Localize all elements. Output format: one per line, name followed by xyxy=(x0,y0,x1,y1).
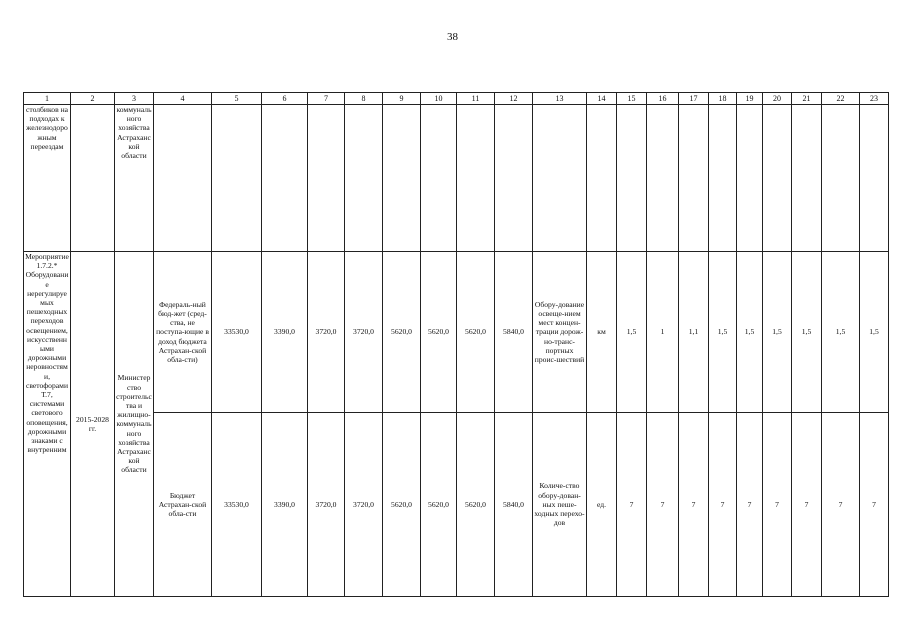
page-number: 38 xyxy=(447,31,458,43)
target-cell: 1 xyxy=(647,252,679,413)
empty-cell xyxy=(792,105,822,252)
target-cell: 7 xyxy=(737,413,763,597)
table-row xyxy=(24,105,889,252)
measure-description-text: Мероприятие 1.7.2.* Оборудование нерегулируемых пешеходных переходов освещением, искусственными дорожными неровностями, светофорами Т.7, системами светового оповещения, дорожными знаками с внутренним xyxy=(25,252,69,455)
value-cell: 3720,0 xyxy=(308,413,345,597)
funding-source-cell: Федераль-ный бюд-жет (сред-ства, не поступа-ющие в доход бюджета Астрахан-ской обла-сти) xyxy=(154,252,212,413)
value-cell: 3720,0 xyxy=(345,413,383,597)
period-cell: 2015-2028 гг. xyxy=(71,252,115,597)
header-cell: 9 xyxy=(383,93,421,105)
empty-cell xyxy=(383,105,421,252)
empty-cell xyxy=(345,105,383,252)
target-cell: 1,5 xyxy=(763,252,792,413)
header-row xyxy=(24,93,889,105)
target-cell: 7 xyxy=(709,413,737,597)
value-cell: 3720,0 xyxy=(308,252,345,413)
header-cell: 20 xyxy=(763,93,792,105)
header-cell: 7 xyxy=(308,93,345,105)
empty-cell xyxy=(763,105,792,252)
empty-cell xyxy=(533,105,587,252)
header-cell: 14 xyxy=(587,93,617,105)
target-cell: 7 xyxy=(792,413,822,597)
target-cell: 1,5 xyxy=(792,252,822,413)
empty-cell xyxy=(308,105,345,252)
header-cell: 11 xyxy=(457,93,495,105)
value-cell: 5840,0 xyxy=(495,252,533,413)
value-cell: 3720,0 xyxy=(345,252,383,413)
empty-cell xyxy=(822,105,860,252)
empty-cell xyxy=(421,105,457,252)
target-cell: 1,5 xyxy=(709,252,737,413)
header-cell: 22 xyxy=(822,93,860,105)
header-cell: 13 xyxy=(533,93,587,105)
unit-cell: ед. xyxy=(587,413,617,597)
target-cell: 7 xyxy=(860,413,889,597)
empty-cell xyxy=(737,105,763,252)
empty-cell xyxy=(679,105,709,252)
executor-cell: Министерство строительства и жилищно-коммунального хозяйства Астраханской области xyxy=(115,252,154,597)
target-cell: 7 xyxy=(617,413,647,597)
header-cell: 17 xyxy=(679,93,709,105)
measure-description-continued: столбиков на подходах к железнодорожным переездам xyxy=(24,105,71,252)
target-cell: 7 xyxy=(763,413,792,597)
target-cell: 1,1 xyxy=(679,252,709,413)
header-cell: 15 xyxy=(617,93,647,105)
empty-cell xyxy=(860,105,889,252)
header-cell: 21 xyxy=(792,93,822,105)
program-table xyxy=(23,92,889,597)
empty-cell xyxy=(495,105,533,252)
header-cell: 18 xyxy=(709,93,737,105)
indicator-cell: Обору-дование освеще-нием мест концен-трации дорож-но-транс-портных проис-шествий xyxy=(533,252,587,413)
value-cell: 5840,0 xyxy=(495,413,533,597)
header-cell: 6 xyxy=(262,93,308,105)
empty-cell xyxy=(154,105,212,252)
table-row xyxy=(24,252,889,413)
value-cell: 33530,0 xyxy=(212,252,262,413)
value-cell: 5620,0 xyxy=(383,413,421,597)
value-cell: 3390,0 xyxy=(262,252,308,413)
header-cell: 2 xyxy=(71,93,115,105)
value-cell: 5620,0 xyxy=(421,252,457,413)
target-cell: 7 xyxy=(822,413,860,597)
header-cell: 12 xyxy=(495,93,533,105)
table-row xyxy=(24,413,889,597)
header-cell: 10 xyxy=(421,93,457,105)
value-cell: 3390,0 xyxy=(262,413,308,597)
header-cell: 5 xyxy=(212,93,262,105)
value-cell: 5620,0 xyxy=(383,252,421,413)
unit-cell: км xyxy=(587,252,617,413)
header-cell: 1 xyxy=(24,93,71,105)
value-cell: 5620,0 xyxy=(421,413,457,597)
period-cell-empty xyxy=(71,105,115,252)
value-cell: 33530,0 xyxy=(212,413,262,597)
value-cell: 5620,0 xyxy=(457,252,495,413)
executor-continued: коммунального хозяйства Астраханской области xyxy=(115,105,154,252)
empty-cell xyxy=(647,105,679,252)
header-cell: 23 xyxy=(860,93,889,105)
header-cell: 19 xyxy=(737,93,763,105)
header-cell: 16 xyxy=(647,93,679,105)
header-cell: 4 xyxy=(154,93,212,105)
target-cell: 1,5 xyxy=(617,252,647,413)
empty-cell xyxy=(617,105,647,252)
target-cell: 7 xyxy=(647,413,679,597)
target-cell: 1,5 xyxy=(822,252,860,413)
header-cell: 3 xyxy=(115,93,154,105)
empty-cell xyxy=(212,105,262,252)
funding-source-cell: Бюджет Астрахан-ской обла-сти xyxy=(154,413,212,597)
empty-cell xyxy=(262,105,308,252)
header-cell: 8 xyxy=(345,93,383,105)
target-cell: 1,5 xyxy=(860,252,889,413)
value-cell: 5620,0 xyxy=(457,413,495,597)
empty-cell xyxy=(457,105,495,252)
empty-cell xyxy=(709,105,737,252)
empty-cell xyxy=(587,105,617,252)
measure-description xyxy=(24,252,71,597)
target-cell: 1,5 xyxy=(737,252,763,413)
indicator-cell: Количе-ство обору-дован-ных пеше-ходных перехо-дов xyxy=(533,413,587,597)
target-cell: 7 xyxy=(679,413,709,597)
